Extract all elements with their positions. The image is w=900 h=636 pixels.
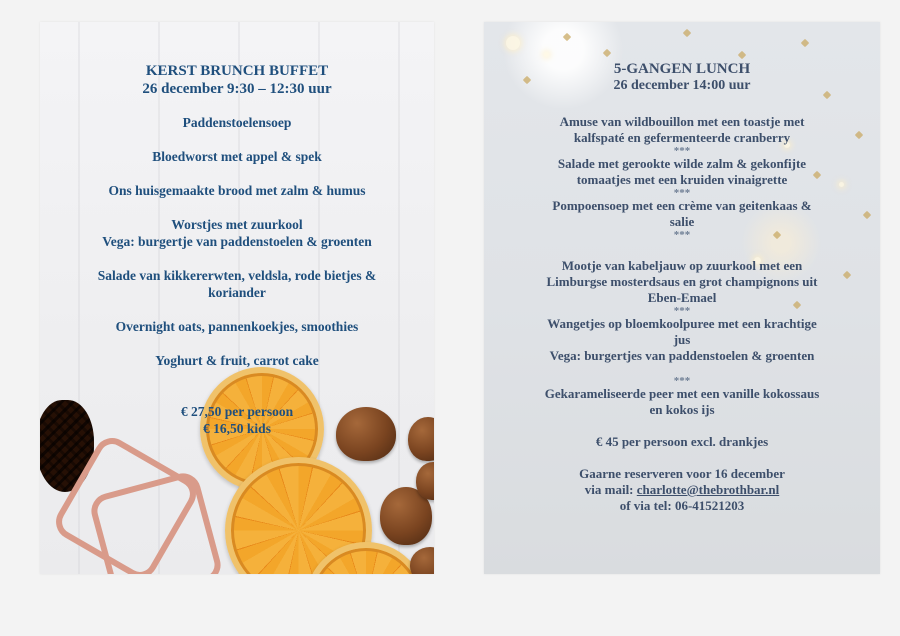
lunch-price: € 45 per persoon excl. drankjes bbox=[595, 434, 769, 449]
menu-item: koriander bbox=[208, 285, 266, 300]
brunch-menu-text bbox=[40, 62, 434, 437]
price-adult: € 27,50 per persoon bbox=[180, 404, 294, 419]
course-line: salie bbox=[669, 214, 695, 229]
reservation-mail bbox=[504, 482, 860, 498]
lunch-card bbox=[484, 22, 880, 574]
course-line: Mootje van kabeljauw op zuurkool met een bbox=[561, 258, 803, 273]
menu-item: Yoghurt & fruit, carrot cake bbox=[155, 353, 319, 368]
lunch-menu-text bbox=[484, 60, 880, 514]
light-sparkle-decoration bbox=[544, 52, 549, 57]
menu-item: Bloedworst met appel & spek bbox=[152, 149, 322, 164]
course bbox=[504, 316, 860, 364]
course-line: Salade met gerookte wilde zalm & gekonfijte bbox=[557, 156, 807, 171]
course bbox=[504, 156, 860, 188]
course-line: Amuse van wildbouillon met een toastje met bbox=[559, 114, 805, 129]
mail-prefix: via mail: bbox=[584, 482, 637, 497]
menu-item: Overnight oats, pannenkoekjes, smoothies bbox=[115, 319, 359, 334]
brunch-card bbox=[40, 22, 434, 574]
course-separator: *** bbox=[673, 187, 691, 199]
course-line: kalfspaté en gefermenteerde cranberry bbox=[573, 130, 791, 145]
star-decoration bbox=[563, 33, 571, 41]
course-line: Pompoensoep met een crème van geitenkaas & bbox=[552, 198, 812, 213]
course-line: Vega: burgertjes van paddenstoelen & groenten bbox=[549, 348, 815, 363]
star-decoration bbox=[603, 49, 611, 57]
star-decoration bbox=[801, 39, 809, 47]
star-decoration bbox=[738, 51, 746, 59]
lunch-title: 5-GANGEN LUNCH bbox=[613, 61, 751, 77]
brunch-date: 26 december 9:30 – 12:30 uur bbox=[142, 81, 332, 97]
menu-item: Paddenstoelensoep bbox=[182, 115, 292, 130]
course-line: en kokos ijs bbox=[649, 402, 715, 417]
course-line: jus bbox=[673, 332, 691, 347]
course-separator: *** bbox=[673, 145, 691, 157]
menu-item: Worstjes met zuurkool bbox=[171, 217, 303, 232]
course-line: Eben-Emael bbox=[647, 290, 717, 305]
price-kids: € 16,50 kids bbox=[203, 421, 271, 436]
course-separator: *** bbox=[673, 229, 691, 241]
course-line: tomaatjes met een kruiden vinaigrette bbox=[576, 172, 788, 187]
brunch-title: KERST BRUNCH BUFFET bbox=[145, 63, 329, 79]
reservation-phone: of via tel: 06-41521203 bbox=[619, 498, 745, 513]
reservation-deadline: Gaarne reserveren voor 16 december bbox=[579, 466, 785, 481]
menu-item: Salade van kikkererwten, veldsla, rode bietjes & bbox=[97, 268, 377, 283]
menu-item: Vega: burgertje van paddenstoelen & groenten bbox=[102, 234, 372, 249]
course-line: Gekarameliseerde peer met een vanille kokossaus bbox=[544, 386, 820, 401]
course-separator: *** bbox=[673, 305, 691, 317]
course bbox=[504, 198, 860, 230]
course bbox=[504, 114, 860, 146]
light-sparkle-decoration bbox=[506, 36, 520, 50]
lunch-date: 26 december 14:00 uur bbox=[613, 78, 751, 93]
hazelnut-image bbox=[410, 547, 434, 574]
course-separator: *** bbox=[673, 375, 691, 387]
menu-item: Ons huisgemaakte brood met zalm & humus bbox=[108, 183, 366, 198]
course-line: Limburgse mosterdsaus en grot champignons uit bbox=[546, 274, 818, 289]
email-link[interactable]: charlotte@thebrothbar.nl bbox=[636, 482, 780, 497]
course bbox=[504, 386, 860, 418]
course bbox=[504, 258, 860, 306]
star-decoration bbox=[683, 29, 691, 37]
course-line: Wangetjes op bloemkoolpuree met een krachtige bbox=[547, 316, 817, 331]
